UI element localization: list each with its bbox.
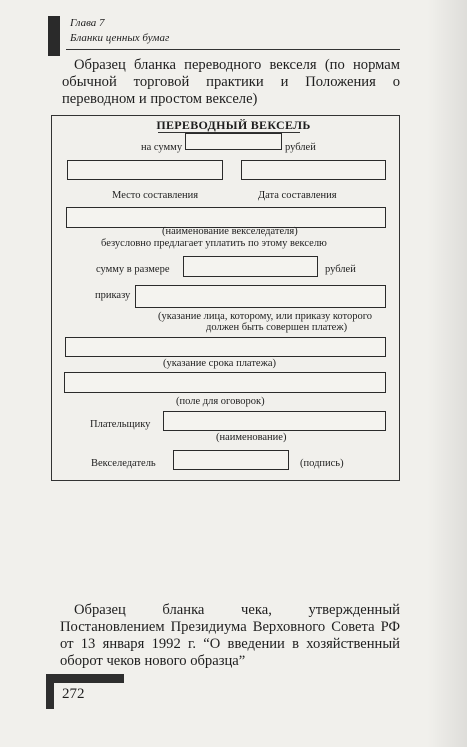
order-caption-line-2: должен быть совершен платеж) xyxy=(206,322,348,333)
payer-field[interactable] xyxy=(163,411,386,431)
page-number: 272 xyxy=(62,686,85,702)
payer-caption: (наименование) xyxy=(216,432,287,443)
place-label: Место составления xyxy=(112,190,199,201)
amount-prefix-label: на сумму xyxy=(141,142,183,153)
order-caption-line-1: (указание лица, которому, или приказу которого xyxy=(158,311,373,322)
date-field[interactable] xyxy=(241,160,386,180)
chapter-label: Глава 7 xyxy=(70,17,105,29)
order-label: приказу xyxy=(95,290,131,301)
scan-edge-shadow xyxy=(427,0,467,747)
date-label: Дата составления xyxy=(258,190,337,201)
promise-text: безусловно предлагает уплатить по этому векселю xyxy=(101,238,327,249)
payment-term-field[interactable] xyxy=(65,337,386,357)
sum-field[interactable] xyxy=(183,256,318,277)
amount-suffix-label: рублей xyxy=(285,142,316,153)
signature-caption: (подпись) xyxy=(300,458,344,469)
page-number-bar xyxy=(46,683,54,709)
drawer-label: Векселедатель xyxy=(91,458,156,469)
sum-label: сумму в размере xyxy=(96,264,170,275)
sum-suffix-label: рублей xyxy=(325,264,356,275)
notes-field[interactable] xyxy=(64,372,386,393)
intro-paragraph: Образец бланка переводного векселя (по нормам обычной торговой практики и Положения о переводном и простом векселе) xyxy=(62,57,400,107)
drawer-name-caption: (наименование векселедателя) xyxy=(162,226,298,237)
form-title: ПЕРЕВОДНЫЙ ВЕКСЕЛЬ xyxy=(156,118,311,132)
page-number-block xyxy=(46,674,124,683)
place-field[interactable] xyxy=(67,160,223,180)
notes-caption: (поле для оговорок) xyxy=(176,396,265,407)
section-title: Бланки ценных бумаг xyxy=(70,32,170,44)
payment-term-caption: (указание срока платежа) xyxy=(163,358,276,369)
header-rule xyxy=(66,49,400,50)
payer-label: Плательщику xyxy=(90,419,151,430)
drawer-name-field[interactable] xyxy=(66,207,386,228)
amount-field[interactable] xyxy=(185,133,282,150)
header-marker-bar xyxy=(48,16,60,56)
signature-field[interactable] xyxy=(173,450,289,470)
check-paragraph: Образец бланка чека, утвержденный Постановлением Президиума Верховного Совета РФ от 13 января 1992 г. “О введении в хозяйственный оборот чеков нового образца” xyxy=(60,602,400,669)
order-field[interactable] xyxy=(135,285,386,308)
